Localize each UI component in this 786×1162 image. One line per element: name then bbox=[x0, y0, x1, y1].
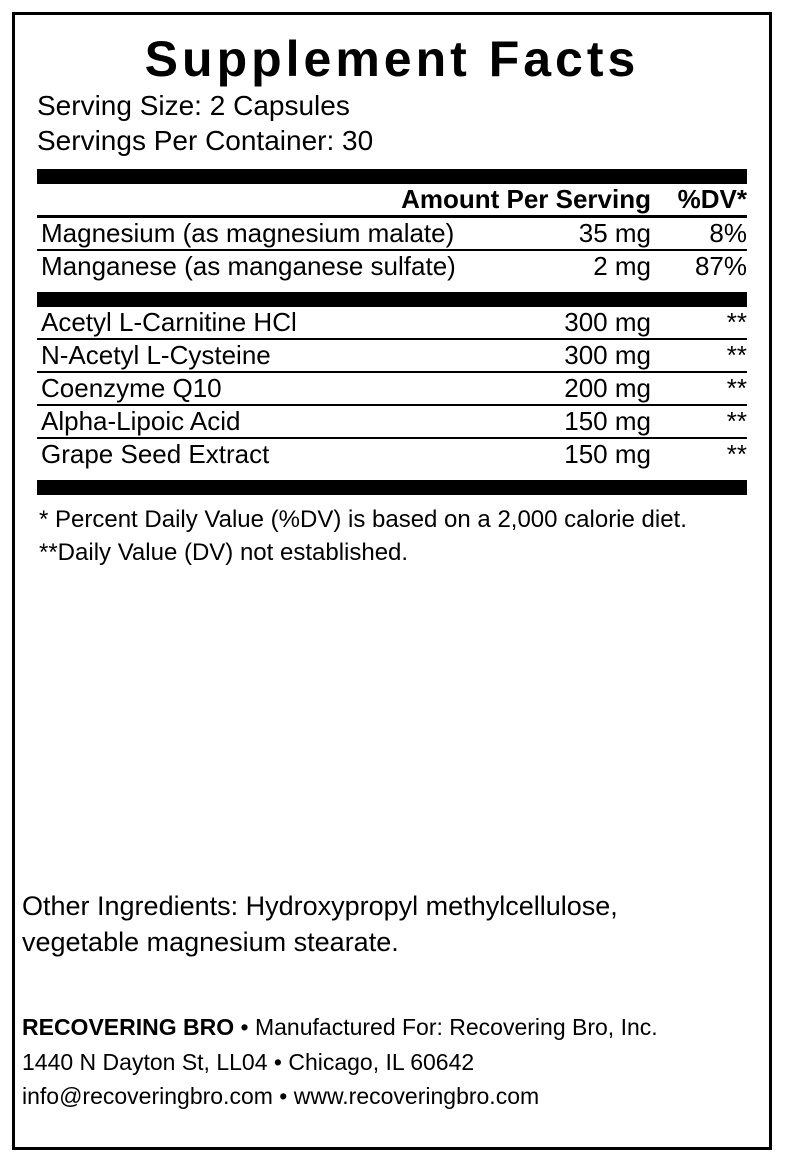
page-title: Supplement Facts bbox=[144, 31, 640, 87]
nutrient-amount: 150 mg bbox=[492, 405, 661, 438]
nutrient-amount: 300 mg bbox=[492, 339, 661, 372]
nutrient-amount: 300 mg bbox=[492, 307, 661, 339]
other-ingredients bbox=[22, 888, 764, 961]
nutrient-name: Manganese (as manganese sulfate) bbox=[41, 251, 456, 282]
nutrient-amount: 2 mg bbox=[593, 251, 651, 282]
nutrient-dv: ** bbox=[661, 339, 747, 372]
divider-thick-middle bbox=[37, 292, 747, 307]
nutrient-amount: 35 mg bbox=[559, 218, 661, 250]
table-row bbox=[37, 372, 747, 405]
company-address: 1440 N Dayton St, LL04 • Chicago, IL 60642 bbox=[22, 1048, 475, 1075]
supplement-facts-panel bbox=[12, 12, 772, 1150]
nutrient-dv: ** bbox=[726, 439, 747, 470]
serving-size: Serving Size: 2 Capsules bbox=[37, 89, 350, 121]
nutrient-name: Grape Seed Extract bbox=[41, 439, 270, 470]
nutrient-name: Coenzyme Q10 bbox=[37, 372, 492, 405]
col-header-amount: Amount Per Serving bbox=[401, 184, 651, 215]
col-header-dv: %DV* bbox=[677, 184, 747, 215]
minerals-table bbox=[37, 218, 747, 282]
footnotes bbox=[39, 504, 747, 569]
divider-thick-top bbox=[37, 169, 747, 184]
servings-per-container: Servings Per Container: 30 bbox=[37, 125, 374, 157]
footnote-dv-not-established: **Daily Value (DV) not established. bbox=[39, 538, 409, 566]
nutrient-name: N-Acetyl L-Cysteine bbox=[37, 339, 492, 372]
nutrient-name: Magnesium (as magnesium malate) bbox=[37, 218, 559, 250]
nutrient-name: Acetyl L-Carnitine HCl bbox=[37, 307, 492, 339]
table-row bbox=[37, 250, 747, 282]
manufactured-for: • Manufactured For: Recovering Bro, Inc. bbox=[234, 1014, 658, 1040]
other-nutrients-table bbox=[37, 307, 747, 470]
company-line-1 bbox=[22, 1010, 772, 1045]
company-contact: info@recoveringbro.com • www.recoveringbro.com bbox=[22, 1083, 540, 1109]
serving-info bbox=[37, 88, 751, 160]
other-ingredients-line-2: vegetable magnesium stearate. bbox=[22, 927, 399, 958]
nutrition-table bbox=[37, 184, 747, 215]
nutrient-amount: 200 mg bbox=[492, 372, 661, 405]
brand-name: RECOVERING BRO bbox=[22, 1014, 235, 1040]
nutrient-dv: ** bbox=[661, 405, 747, 438]
footnote-daily-value: * Percent Daily Value (%DV) is based on a 2,000 calorie diet. bbox=[39, 506, 687, 534]
table-row bbox=[37, 218, 747, 250]
table-header-row bbox=[37, 184, 747, 215]
nutrient-dv: ** bbox=[661, 307, 747, 339]
nutrient-dv: 8% bbox=[661, 218, 747, 250]
table-row bbox=[37, 307, 747, 339]
table-row bbox=[37, 438, 747, 470]
table-row bbox=[37, 339, 747, 372]
divider-thick-bottom bbox=[37, 480, 747, 495]
company-info bbox=[22, 1010, 772, 1114]
nutrient-amount: 150 mg bbox=[564, 439, 651, 470]
nutrient-name: Alpha-Lipoic Acid bbox=[37, 405, 492, 438]
nutrient-dv: 87% bbox=[694, 251, 747, 282]
other-ingredients-line-1: Other Ingredients: Hydroxypropyl methylcellulose, bbox=[22, 891, 618, 921]
table-row bbox=[37, 405, 747, 438]
nutrient-dv: ** bbox=[661, 372, 747, 405]
